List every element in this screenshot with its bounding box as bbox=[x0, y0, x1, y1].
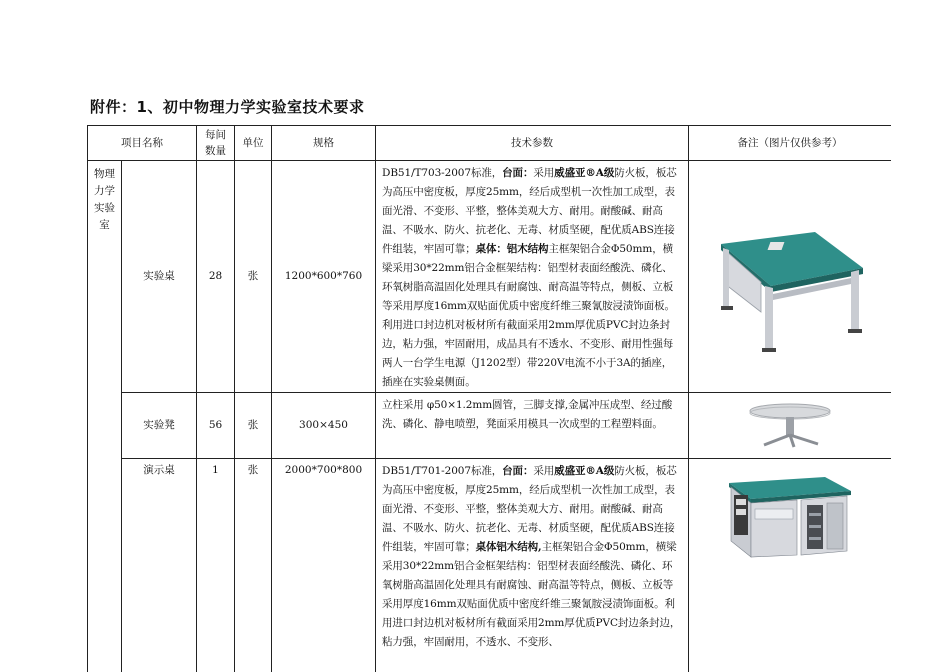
header-unit: 单位 bbox=[235, 126, 272, 161]
spec-text: 主框架铝合金Φ50mm，横梁采用30*22mm铝合金框架结构：铝型材表面经酸洗、磷化、环氧树脂高温固化处理具有耐腐蚀、耐高温等特点，侧板、立板等采用厚度16mm双贴面优质中密度纤维三聚氰胺浸渍饰面板。利用进口封边机对板材所有截面采用2mm厚优质PVC封边条封边，粘力强，牢固耐用，成品具有不透水、不变形、耐用性强每两人一台学生电源（J1202型）带220V电流不小于3A的插座，插座在实验桌侧面。 bbox=[382, 243, 675, 388]
item-spec bbox=[376, 161, 689, 393]
item-name: 实验桌 bbox=[122, 161, 197, 393]
item-image-cell bbox=[689, 161, 892, 393]
spec-bold: 威盛亚®A级 bbox=[554, 465, 615, 477]
item-unit: 张 bbox=[235, 393, 272, 459]
header-qty-line1: 每间 bbox=[205, 129, 226, 141]
item-unit: 张 bbox=[235, 161, 272, 393]
category-cell bbox=[88, 161, 122, 672]
item-image-cell bbox=[689, 393, 892, 459]
spec-bold: 桌体：铝木结构 bbox=[475, 243, 549, 255]
item-size: 300×450 bbox=[272, 393, 376, 459]
header-note: 备注（图片仅供参考） bbox=[689, 126, 892, 161]
header-qty-line2: 数量 bbox=[205, 145, 226, 157]
spec-text: 采用 bbox=[533, 167, 555, 179]
spec-table bbox=[87, 125, 891, 672]
page-title: 附件：1、初中物理力学实验室技术要求 bbox=[90, 98, 365, 116]
spec-table-container bbox=[87, 125, 891, 672]
item-spec bbox=[376, 393, 689, 459]
item-unit: 张 bbox=[235, 459, 272, 672]
header-size: 规格 bbox=[272, 126, 376, 161]
spec-text: 主框架铝合金Φ50mm，横梁采用30*22mm铝合金框架结构：铝型材表面经酸洗、磷化、环氧树脂高温固化处理具有耐腐蚀、耐高温等特点，侧板、立板等采用厚度16mm双贴面优质中密度纤维三聚氰胺浸渍饰面板。利用进口封边机对板材所有截面采用2mm厚优质PVC封边条封边，粘力强，牢固耐用，不透水、不变形、 bbox=[382, 541, 681, 648]
demo-desk-image bbox=[725, 469, 855, 559]
header-spec: 技术参数 bbox=[376, 126, 689, 161]
spec-text: DB51/T703-2007标准， bbox=[382, 167, 503, 179]
spec-bold: 桌体铝木结构, bbox=[475, 541, 542, 553]
round-lab-stool-image bbox=[740, 401, 840, 451]
spec-bold: 台面： bbox=[502, 167, 534, 179]
item-image-cell bbox=[689, 459, 892, 672]
item-qty: 1 bbox=[197, 459, 235, 672]
table-row bbox=[88, 161, 892, 393]
spec-bold: 威盛亚®A级 bbox=[554, 167, 615, 179]
item-qty: 28 bbox=[197, 161, 235, 393]
spec-bold: 台面： bbox=[502, 465, 534, 477]
category-line: 实验 bbox=[94, 202, 115, 214]
category-line: 物理 bbox=[94, 168, 115, 180]
item-name: 实验凳 bbox=[122, 393, 197, 459]
header-row bbox=[88, 126, 892, 161]
header-qty bbox=[197, 126, 235, 161]
spec-text: 防火板，板芯为高压中密度板，厚度25mm，经后成型机一次性加工成型，表面光滑、不变形、平整，整体美观大方、耐用。耐酸碱、耐高温、不吸水、防火、抗老化、无毒、材质坚硬，配优质ABS连接件组装，牢固可靠； bbox=[382, 167, 677, 255]
item-spec bbox=[376, 459, 689, 672]
table-row bbox=[88, 459, 892, 672]
teal-lab-desk-image bbox=[715, 202, 865, 352]
spec-text: 防火板，板芯为高压中密度板，厚度25mm，经后成型机一次性加工成型，表面光滑、不变形、平整，整体美观大方、耐用。耐酸碱、耐高温、不吸水、防火、抗老化、无毒、材质坚硬，配优质ABS连接件组装，牢固可靠； bbox=[382, 465, 677, 553]
spec-text: 立柱采用 φ50×1.2mm圆管，三脚支撑,金属冲压成型、经过酸洗、磷化、静电喷塑，凳面采用模具一次成型的工程塑料面。 bbox=[382, 399, 673, 430]
table-row bbox=[88, 393, 892, 459]
spec-text: 采用 bbox=[533, 465, 555, 477]
item-size: 1200*600*760 bbox=[272, 161, 376, 393]
category-line: 室 bbox=[99, 219, 110, 231]
category-line: 力学 bbox=[94, 185, 115, 197]
item-size: 2000*700*800 bbox=[272, 459, 376, 672]
spec-text: DB51/T701-2007标准， bbox=[382, 465, 503, 477]
header-name: 项目名称 bbox=[88, 126, 197, 161]
item-qty: 56 bbox=[197, 393, 235, 459]
item-name: 演示桌 bbox=[122, 459, 197, 672]
